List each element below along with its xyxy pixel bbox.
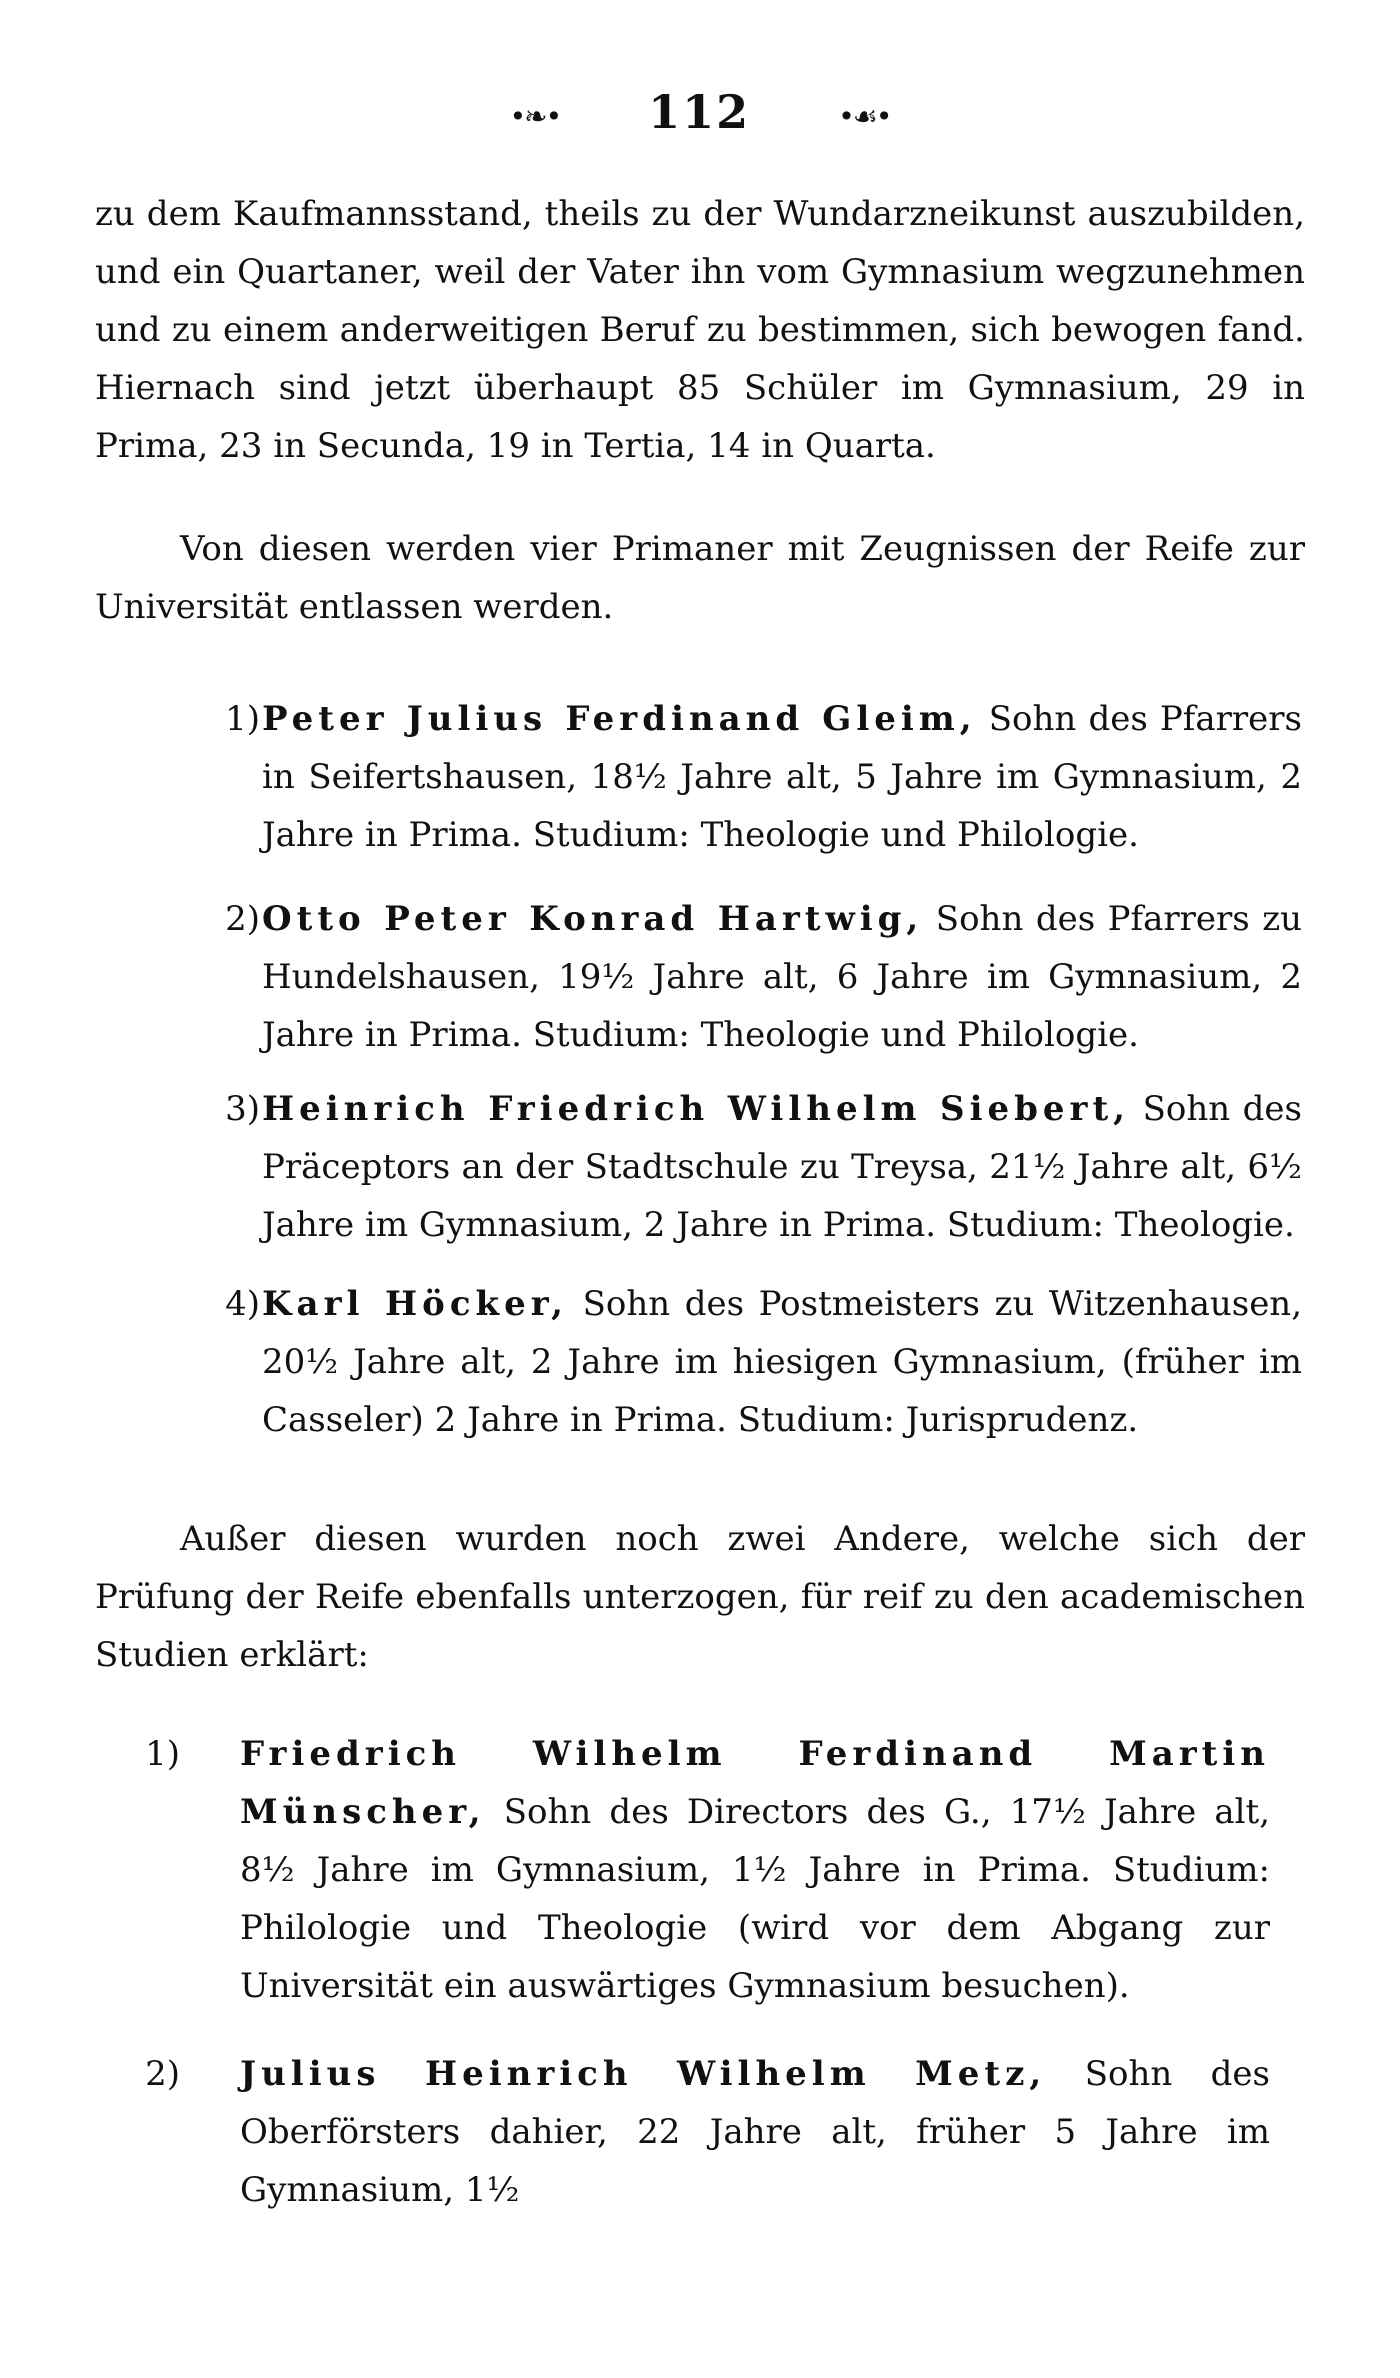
- item-number: 1): [225, 699, 260, 739]
- student-name: Friedrich Wilhelm Ferdinand Martin Münscher,: [240, 1734, 1270, 1832]
- paragraph-school-statistics: zu dem Kaufmannsstand, theils zu der Wundarzneikunst auszubilden, und ein Quartaner, weil der Vater ihn vom Gymnasium wegzunehmen und zu einem anderweitigen Beruf zu bestimmen, sich bewogen fand. Hiernach sind jetzt überhaupt 85 Schüler im Gymnasium, 29 in Prima, 23 in Secunda, 19 in Tertia, 14 in Quarta.: [95, 194, 1305, 466]
- ornament-right-icon: •☙•: [838, 99, 891, 133]
- page-header: [0, 85, 1400, 139]
- student-details: Sohn des Pfarrers in Seifertshausen, 18½ Jahre alt, 5 Jahre im Gymnasium, 2 Jahre in Prima. Studium: Theologie und Philologie.: [262, 699, 1302, 855]
- item-number: 4): [225, 1284, 260, 1324]
- student-details: Sohn des Oberförsters dahier, 22 Jahre alt, früher 5 Jahre im Gymnasium, 1½: [240, 2054, 1270, 2210]
- student-name: Peter Julius Ferdinand Gleim,: [262, 699, 977, 739]
- student-name: Karl Höcker,: [262, 1284, 568, 1324]
- item-number: 1): [145, 1734, 180, 1774]
- student-details: Sohn des Präceptors an der Stadtschule zu Treysa, 21½ Jahre alt, 6½ Jahre im Gymnasium, 2 Jahre in Prima. Studium: Theologie.: [262, 1089, 1302, 1245]
- student-name: Otto Peter Konrad Hartwig,: [262, 899, 924, 939]
- student-details: Sohn des Pfarrers zu Hundelshausen, 19½ Jahre alt, 6 Jahre im Gymnasium, 2 Jahre in Prima. Studium: Theologie und Philologie.: [262, 899, 1303, 1055]
- student-name: Julius Heinrich Wilhelm Metz,: [240, 2054, 1047, 2094]
- student-name: Heinrich Friedrich Wilhelm Siebert,: [262, 1089, 1131, 1129]
- student-details: Sohn des Directors des G., 17½ Jahre alt, 8½ Jahre im Gymnasium, 1½ Jahre in Prima. Studium: Philologie und Theologie (wird vor dem Abgang zur Universität ein auswärtiges Gymnasium besuchen).: [240, 1792, 1270, 2006]
- item-number: 3): [225, 1089, 260, 1129]
- item-number: 2): [145, 2054, 180, 2094]
- paragraph-graduates-intro: Von diesen werden vier Primaner mit Zeugnissen der Reife zur Universität entlassen werden.: [95, 529, 1305, 627]
- page-number: 112: [648, 85, 751, 139]
- ornament-left-icon: •❧•: [509, 99, 561, 133]
- student-details: Sohn des Postmeisters zu Witzenhausen, 20½ Jahre alt, 2 Jahre im hiesigen Gymnasium, (früher im Casseler) 2 Jahre in Prima. Studium: Jurisprudenz.: [262, 1284, 1303, 1440]
- paragraph-others-intro: Außer diesen wurden noch zwei Andere, welche sich der Prüfung der Reife ebenfalls unterzogen, für reif zu den academischen Studien erklärt:: [95, 1519, 1305, 1675]
- item-number: 2): [225, 899, 260, 939]
